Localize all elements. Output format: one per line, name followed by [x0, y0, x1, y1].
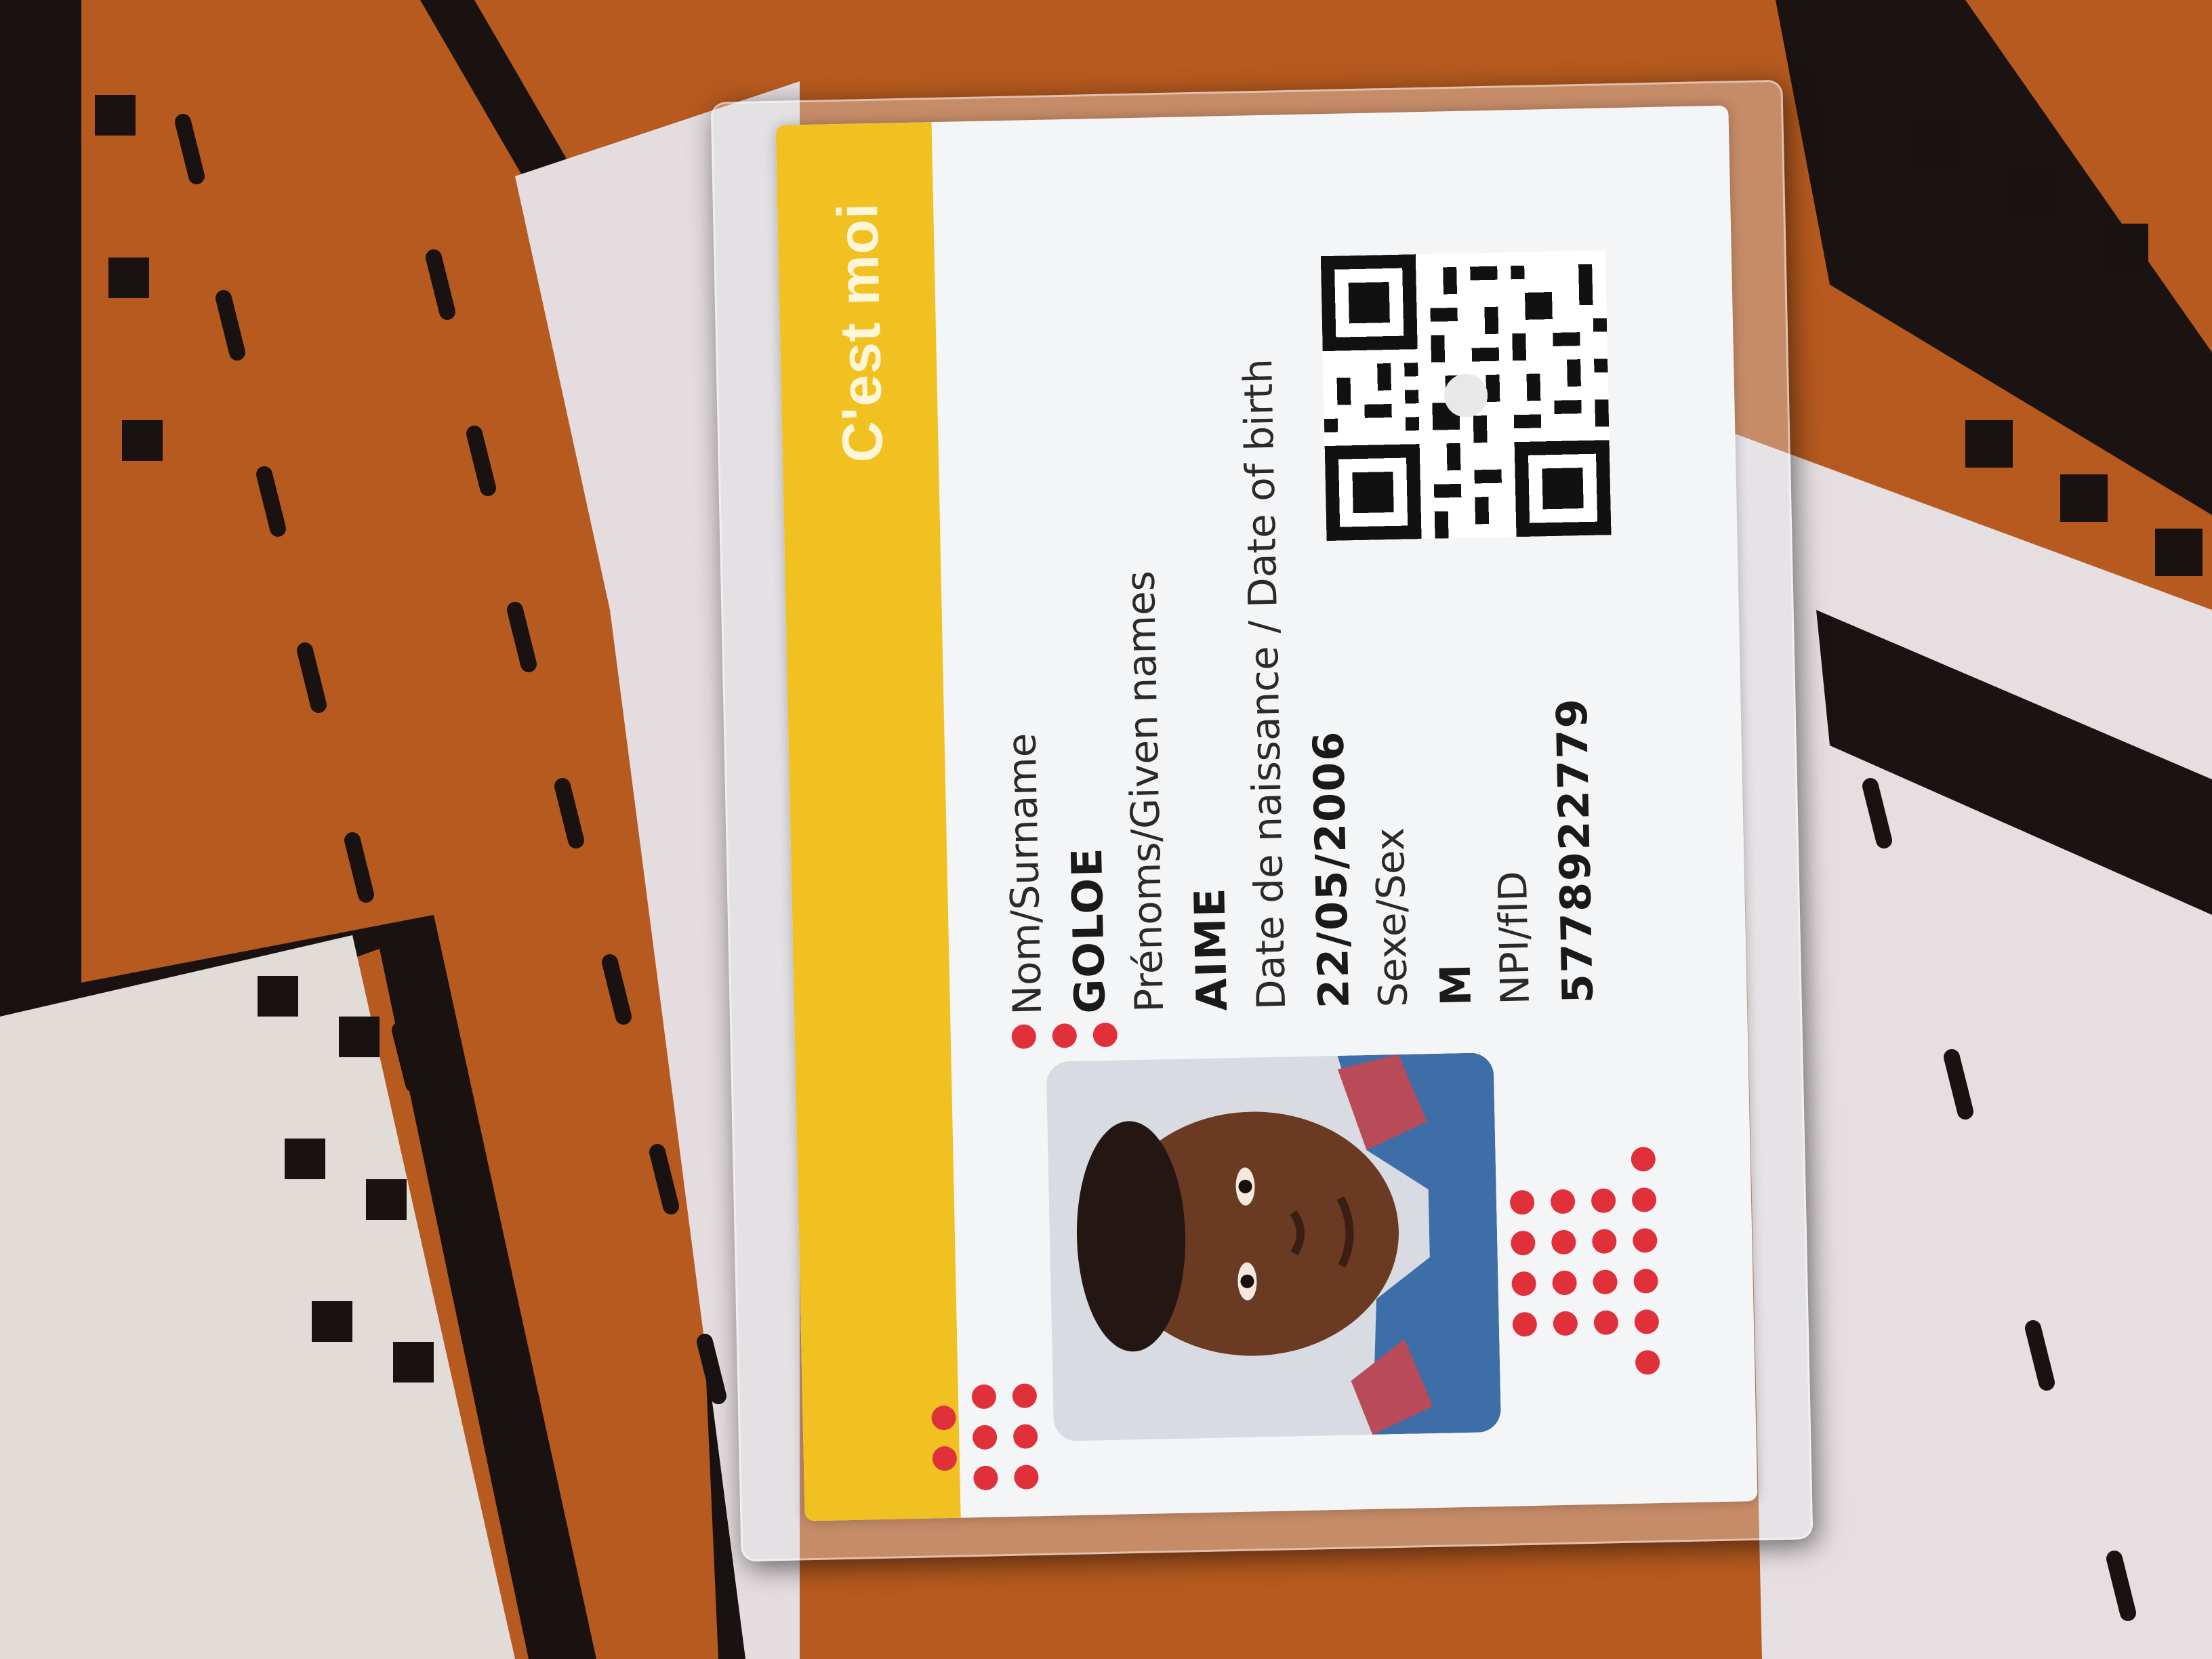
sex-value: M: [1430, 962, 1481, 1006]
id-card-wrapper: [776, 106, 1758, 1521]
npi-value: 5778922779: [1547, 697, 1603, 1004]
dob-value: 22/05/2006: [1303, 729, 1359, 1009]
dob-label: Date de naissance / Date of birth: [1234, 358, 1295, 1010]
sex-label: Sexe/Sex: [1366, 827, 1417, 1008]
qr-code: [1321, 250, 1612, 541]
given-names-label: Prénoms/Given names: [1117, 570, 1173, 1013]
surname-label: Nom/Surname: [998, 733, 1051, 1016]
id-card: [776, 106, 1758, 1521]
npi-label: NPI/fID: [1489, 870, 1538, 1006]
brand-title: C'est moi: [825, 201, 895, 464]
given-names-value: AIME: [1185, 886, 1237, 1012]
surname-value: GOLOE: [1061, 846, 1115, 1015]
portrait-photo: [1046, 1052, 1502, 1441]
